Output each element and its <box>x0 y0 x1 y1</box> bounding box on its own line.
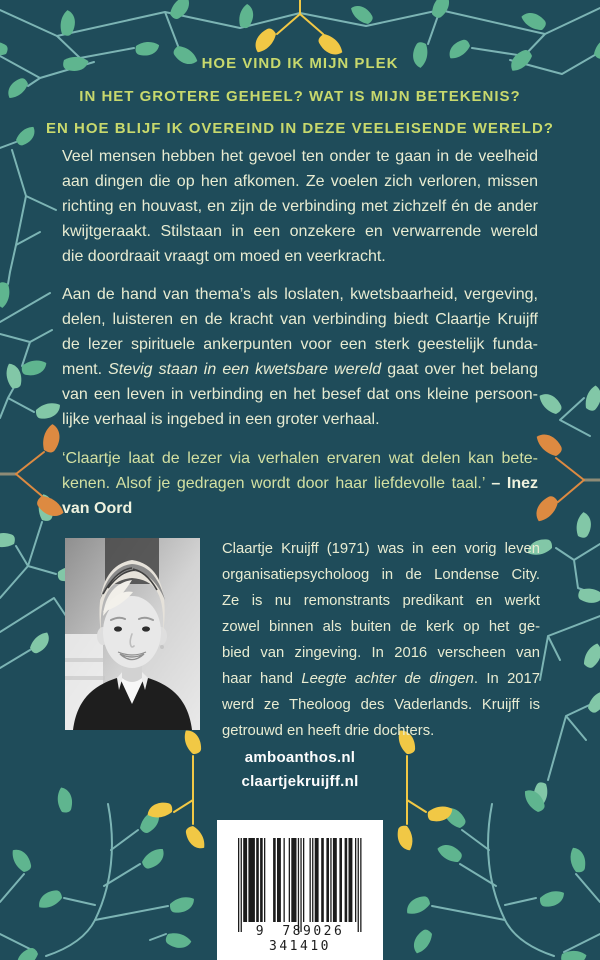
author-bio: Claartje Kruijff (1971) was in een vorig leven organisatiepsycholoog in de Londense City. Ze is nu remonstrants predikant en werkt zowel binnen als buiten de kerk op het ge- bied van zingeving. In 2016 verscheen van haar hand Leegte achter de dingen. In 2017 werd ze Theoloog des Vaderlands. Kruijff is getrouwd en heeft drie dochters. <box>222 541 540 739</box>
barcode-bars <box>238 838 362 934</box>
blurb-paragraph-2: Aan de hand van thema’s als loslaten, kwetsbaarheid, vergeving, delen, luisteren en de kracht van verbinding biedt Claartje Kruijff de lezer spirituele ankerpunten voor een sterk geestelijk funda- ment. Stevig staan in een kwetsbare wereld gaat over het belang van een leven in verbinding en het besef dat ons kleine persoon- lijke verhaal is ingebed in een groter verhaal. <box>62 286 538 428</box>
review-quote: ‘Claartje laat de lezer via verhalen ervaren wat delen kan bete- kenen. Alsof je gedragen wordt door haar liefdevolle taal.’ – Inez van Oord <box>62 450 538 517</box>
author-photo <box>65 538 200 730</box>
branch-left-upper <box>0 150 56 366</box>
website-urls: amboanthos.nl claartjekruijff.nl <box>241 749 359 790</box>
blurb-paragraph-1: Veel mensen hebben het gevoel ten onder te gaan in de veelheid aan dingen die op hen afkomen. Ze voelen zich verloren, missen richting en houvast, en zijn de verbinding met zichzelf én de ander kwijtgeraakt. Stilstaan in een onzekere en verwarrende wereld die doordraait vraagt om moed en veerkracht. <box>62 148 538 265</box>
headline-questions: HOE VIND IK MIJN PLEK IN HET GROTERE GEHEEL? WAT IS MIJN BETEKENIS? EN HOE BLIJF IK OVEREIND IN DEZE VEELEISENDE WERELD? <box>46 55 554 137</box>
branch-left-orange <box>0 423 66 522</box>
barcode <box>217 820 383 960</box>
branch-left-mid <box>0 380 70 668</box>
branch-right-orange <box>531 429 600 523</box>
isbn-digits: 9 789026 341410 <box>255 924 345 954</box>
